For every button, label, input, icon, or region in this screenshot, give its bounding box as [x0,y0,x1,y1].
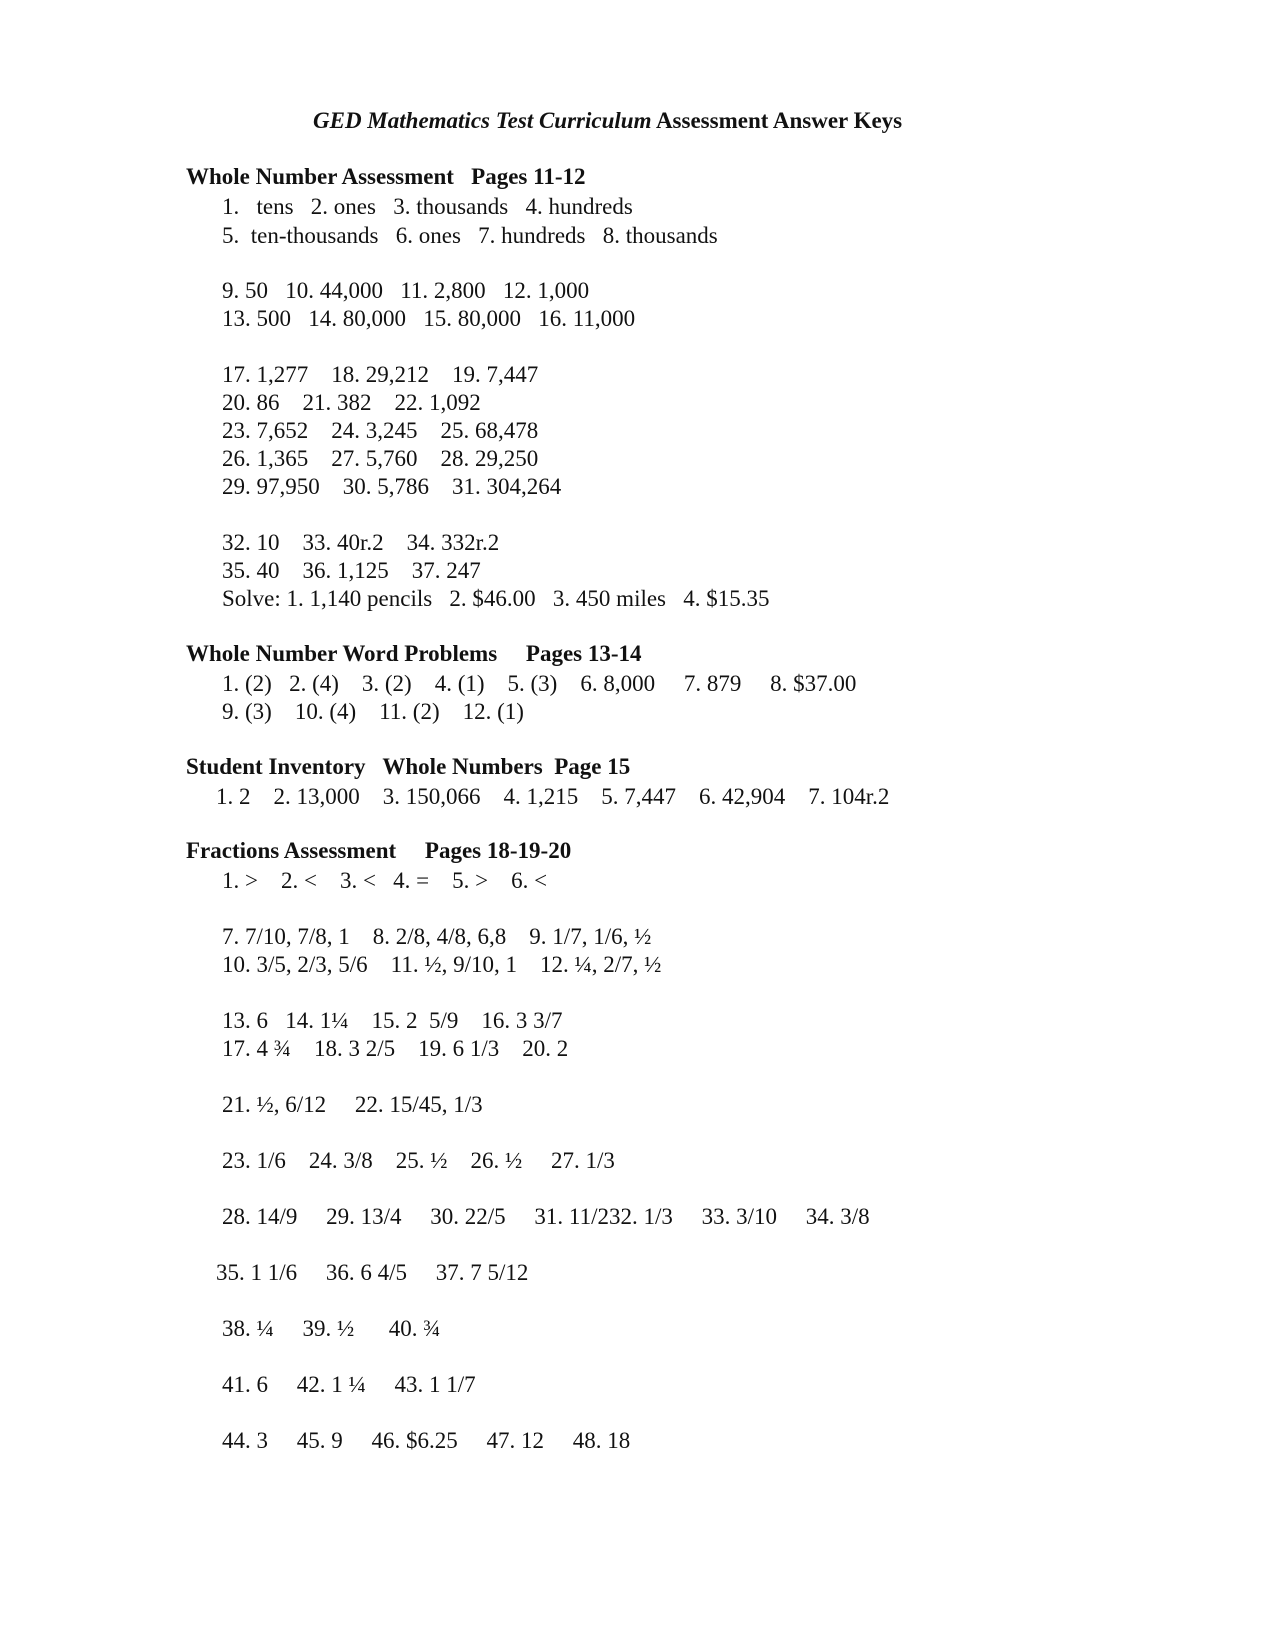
answer-line: 35. 1 1/6 36. 6 4/5 37. 7 5/12 [216,1260,529,1285]
answer-line: 28. 14/9 29. 13/4 30. 22/5 31. 11/232. 1/3 33. 3/10 34. 3/8 [222,1204,870,1229]
answer-line: 44. 3 45. 9 46. $6.25 47. 12 48. 18 [222,1428,631,1453]
answer-line: 35. 40 36. 1,125 37. 247 [222,558,481,583]
answer-line: 1. > 2. < 3. < 4. = 5. > 6. < [222,868,548,893]
answer-line-solve: Solve: 1. 1,140 pencils 2. $46.00 3. 450 miles 4. $15.35 [222,586,770,611]
answer-line: 1. tens 2. ones 3. thousands 4. hundreds [222,194,633,219]
answer-line: 17. 4 ¾ 18. 3 2/5 19. 6 1/3 20. 2 [222,1036,569,1061]
page-title-rest: Assessment Answer Keys [651,108,903,133]
answer-line: 13. 500 14. 80,000 15. 80,000 16. 11,000 [222,306,636,331]
answer-line: 13. 6 14. 1¼ 15. 2 5/9 16. 3 3/7 [222,1008,563,1033]
answer-line: 9. 50 10. 44,000 11. 2,800 12. 1,000 [222,278,590,303]
answer-line: 10. 3/5, 2/3, 5/6 11. ½, 9/10, 1 12. ¼, 2/7, ½ [222,952,662,977]
answer-line: 38. ¼ 39. ½ 40. ¾ [222,1316,441,1341]
answer-line: 1. 2 2. 13,000 3. 150,066 4. 1,215 5. 7,447 6. 42,904 7. 104r.2 [216,784,890,809]
answer-line: 1. (2) 2. (4) 3. (2) 4. (1) 5. (3) 6. 8,000 7. 879 8. $37.00 [222,671,857,696]
answer-line: 26. 1,365 27. 5,760 28. 29,250 [222,446,539,471]
section-heading-whole-number-word-problems: Whole Number Word Problems Pages 13-14 [186,641,642,666]
page-title-italic: GED Mathematics Test Curriculum [313,108,652,133]
answer-line: 20. 86 21. 382 22. 1,092 [222,390,481,415]
answer-line: 9. (3) 10. (4) 11. (2) 12. (1) [222,699,524,724]
answer-line: 29. 97,950 30. 5,786 31. 304,264 [222,474,562,499]
answer-line: 21. ½, 6/12 22. 15/45, 1/3 [222,1092,483,1117]
section-heading-whole-number-assessment: Whole Number Assessment Pages 11-12 [186,164,586,189]
answer-line: 17. 1,277 18. 29,212 19. 7,447 [222,362,539,387]
section-heading-student-inventory: Student Inventory Whole Numbers Page 15 [186,754,631,779]
answer-line: 23. 7,652 24. 3,245 25. 68,478 [222,418,539,443]
page-title [313,108,902,134]
answer-line: 7. 7/10, 7/8, 1 8. 2/8, 4/8, 6,8 9. 1/7, 1/6, ½ [222,924,652,949]
answer-line: 32. 10 33. 40r.2 34. 332r.2 [222,530,500,555]
answer-line: 5. ten-thousands 6. ones 7. hundreds 8. thousands [222,223,718,248]
answer-line: 23. 1/6 24. 3/8 25. ½ 26. ½ 27. 1/3 [222,1148,615,1173]
section-heading-fractions-assessment: Fractions Assessment Pages 18-19-20 [186,838,572,863]
answer-line: 41. 6 42. 1 ¼ 43. 1 1/7 [222,1372,476,1397]
